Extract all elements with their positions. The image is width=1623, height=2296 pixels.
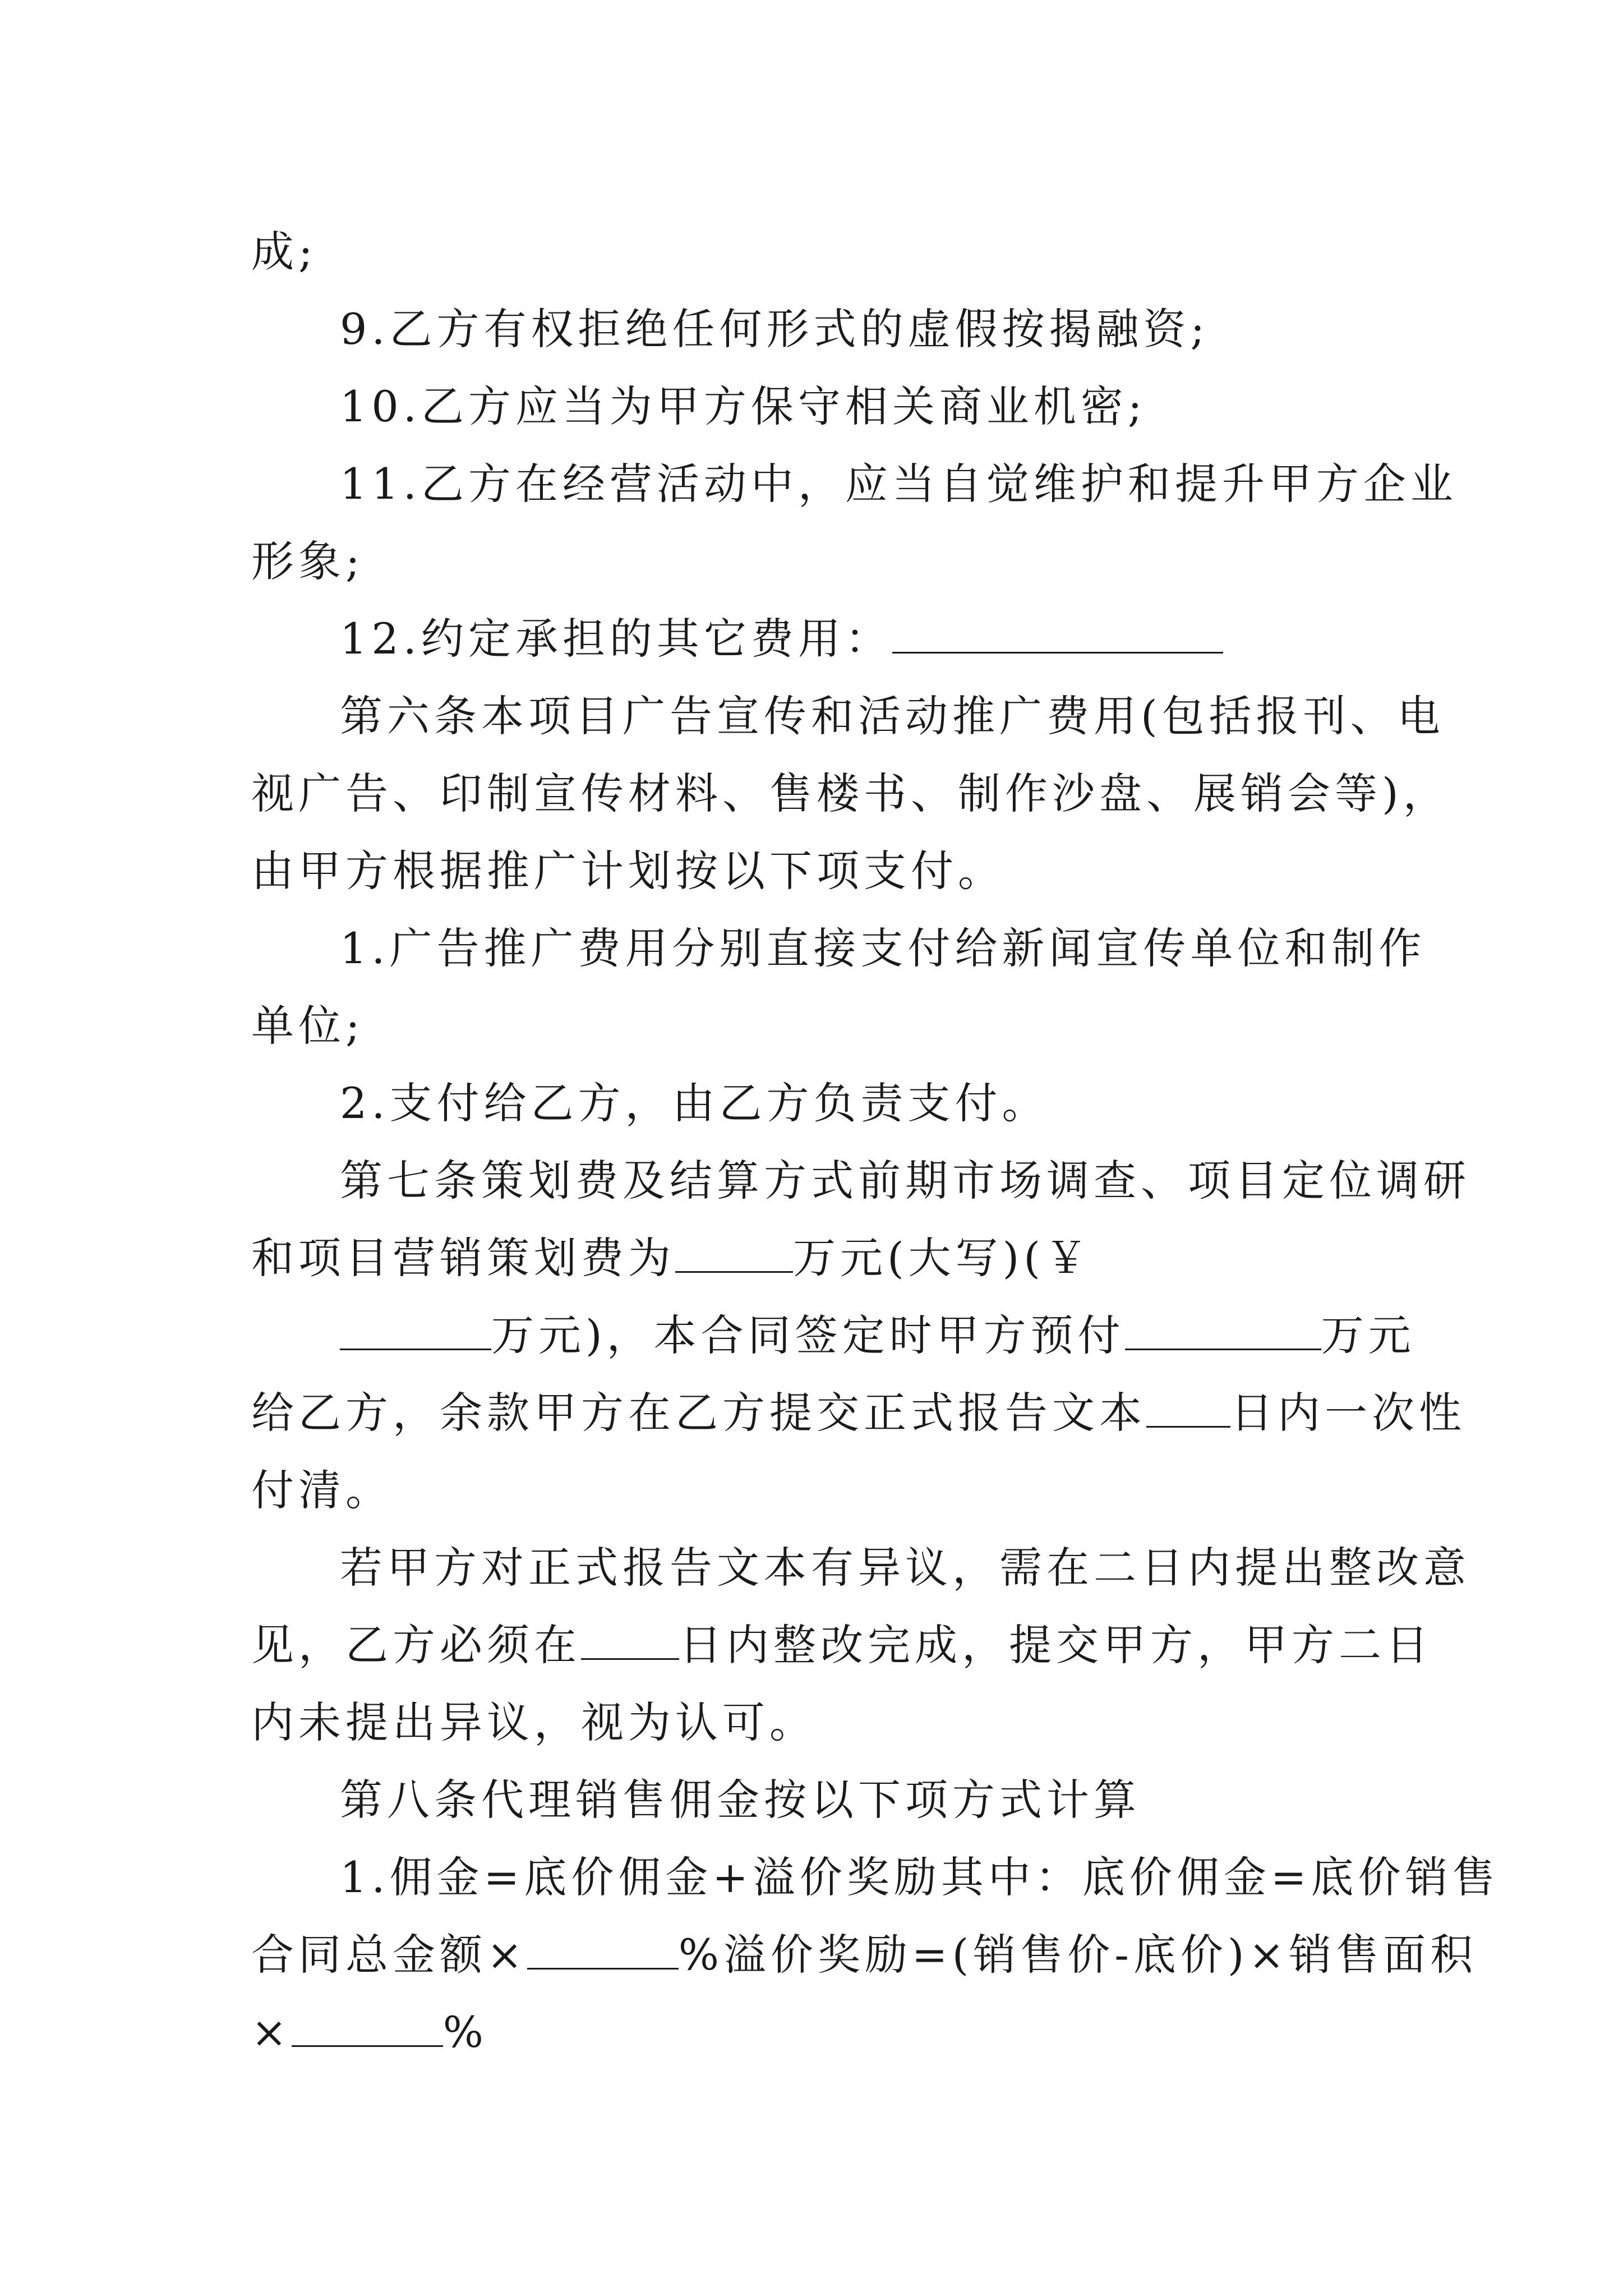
text-segment: %溢价奖励=(销售价-底价)×销售面积 (678, 1930, 1478, 1980)
text-line: 内未提出异议，视为认可。 (251, 1697, 817, 1747)
premium-rate-blank (292, 2005, 443, 2047)
planning-fee-blank (675, 1231, 793, 1273)
base-commission-rate-blank (527, 1927, 679, 1970)
text-line: 视广告、印制宣传材料、售楼书、制作沙盘、展销会等)， (251, 769, 1450, 818)
text-segment: 日内整改完成，提交甲方，甲方二日 (679, 1620, 1433, 1670)
clause-11: 11.乙方在经营活动中，应当自觉维护和提升甲方企业 (340, 459, 1458, 509)
article-6-heading: 第六条本项目广告宣传和活动推广费用(包括报刊、电 (340, 691, 1445, 741)
text-line (251, 1916, 1478, 1994)
planning-fee-yuan-blank (340, 1308, 491, 1350)
clause-10: 10.乙方应当为甲方保守相关商业机密; (340, 381, 1147, 431)
text-segment: 合同总金额× (251, 1930, 527, 1980)
text-line: 付清。 (251, 1465, 393, 1515)
prepayment-blank (1125, 1308, 1321, 1350)
text-segment: 见，乙方必须在 (251, 1620, 581, 1670)
clause-12 (251, 600, 1392, 678)
clause-9: 9.乙方有权拒绝任何形式的虚假按揭融资; (340, 304, 1210, 354)
article-8-heading: 第八条代理销售佣金按以下项方式计算 (340, 1775, 1141, 1825)
payment-days-blank (1146, 1386, 1230, 1428)
text-line (251, 1297, 1415, 1374)
text-segment: 和项目营销策划费为 (251, 1233, 675, 1283)
text-line (251, 1994, 1392, 2071)
text-line (251, 1607, 1433, 1684)
clause-12-label: 12.约定承担的其它费用： (340, 614, 892, 664)
text-segment: 万元)，本合同签定时甲方预付 (491, 1310, 1125, 1360)
article-6-item-2: 2.支付给乙方，由乙方负责支付。 (340, 1078, 1049, 1128)
rectification-days-blank (581, 1618, 679, 1660)
text-line: 若甲方对正式报告文本有异议，需在二日内提出整改意 (340, 1543, 1470, 1593)
contract-body-text (251, 213, 1500, 2071)
text-segment: % (442, 2007, 488, 2057)
text-line: 成; (251, 227, 317, 277)
text-line (251, 1220, 1392, 1297)
text-line: 由甲方根据推广计划按以下项支付。 (251, 846, 1005, 896)
text-segment: 给乙方，余款甲方在乙方提交正式报告文本 (251, 1388, 1146, 1438)
other-fees-blank (892, 611, 1223, 654)
text-segment: 万元 (1321, 1310, 1415, 1360)
article-8-item-1: 1.佣金=底价佣金+溢价奖励其中：底价佣金=底价销售 (340, 1852, 1500, 1902)
text-line: 形象; (251, 536, 365, 586)
text-line: 单位; (251, 1001, 365, 1051)
text-segment: 万元(大写)(￥ (793, 1233, 1092, 1283)
article-7-heading: 第七条策划费及结算方式前期市场调查、项目定位调研 (340, 1156, 1470, 1205)
text-segment: 日内一次性 (1230, 1388, 1466, 1438)
article-6-item-1: 1.广告推广费用分别直接支付给新闻宣传单位和制作 (340, 923, 1426, 973)
text-line (251, 1374, 1466, 1452)
text-segment: × (251, 2007, 292, 2057)
